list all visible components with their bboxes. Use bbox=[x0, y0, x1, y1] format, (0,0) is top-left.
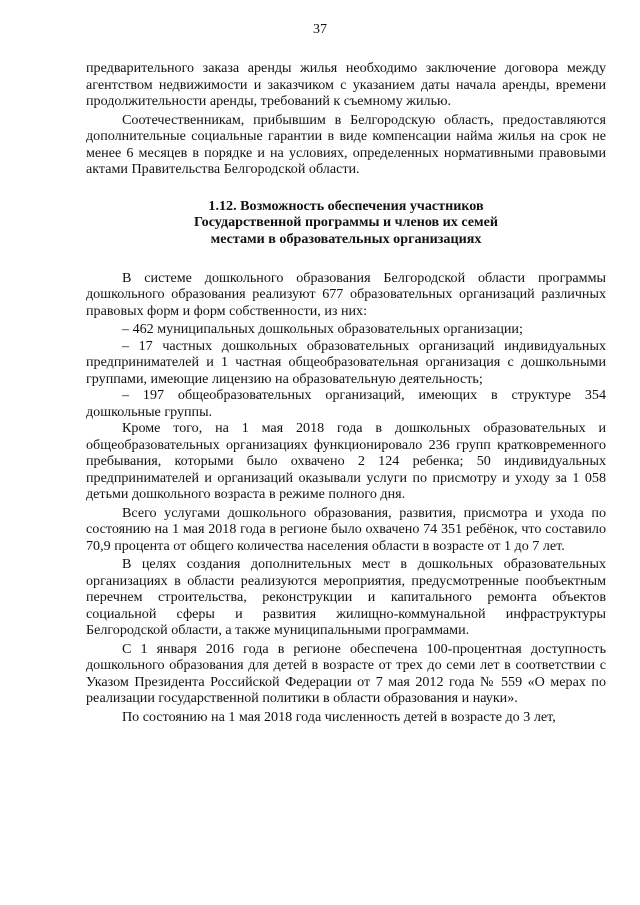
section-heading-line-2: Государственной программы и членов их семей bbox=[193, 214, 499, 231]
list-item-general-education: – 197 общеобразовательных организаций, имеющих в структуре 354 дошкольные группы. bbox=[86, 387, 606, 420]
list-item-private: – 17 частных дошкольных образовательных организаций индивидуальных предпринимателей и 1 частная общеобразовательная организация с дошкольными группами, имеющие лицензию на образовательную деятельность; bbox=[86, 337, 606, 387]
page-number: 37 bbox=[313, 22, 327, 37]
paragraph-short-stay-groups: Кроме того, на 1 мая 2018 года в дошкольных образовательных и общеобразовательных организациях функционировало 236 групп кратковременного пребывания, которыми было охвачено 2 124 ребенка; 50 индивидуальных предпринимателей и организаций оказывали услуги по присмотру и уходу за 1 058 детьми дошкольного возраста в режиме полного дня. bbox=[86, 420, 606, 503]
paragraph-accessibility: С 1 января 2016 года в регионе обеспечена 100-процентная доступность дошкольного образования для детей в возрасте от трех до семи лет в соответствии с Указом Президента Российской Федерации от 7 мая 2012 года № 559 «О мерах по реализации государственной политики в области образования и науки». bbox=[86, 640, 606, 707]
section-heading-line-3: местами в образовательных организациях bbox=[210, 231, 482, 248]
paragraph-rental-contract: предварительного заказа аренды жилья необходимо заключение договора между агентством недвижимости и заказчиком с указанием даты начала аренды, времени продолжительности аренды, требований к съемному жилью. bbox=[86, 60, 606, 109]
paragraph-social-guarantees: Соотечественникам, прибывшим в Белгородскую область, предоставляются дополнительные социальные гарантии в виде компенсации найма жилья на срок не менее 6 месяцев в порядке и на условиях, определенных нормативными правовыми актами Правительства Белгородской области. bbox=[86, 111, 606, 177]
section-heading bbox=[86, 198, 606, 248]
paragraph-coverage-total: Всего услугами дошкольного образования, развития, присмотра и ухода по состоянию на 1 мая 2018 года в регионе было охвачено 74 351 ребёнок, что составило 70,9 процента от общего количества населения области в возрасте от 1 до 7 лет. bbox=[86, 504, 606, 554]
paragraph-children-under-3: По состоянию на 1 мая 2018 года численность детей в возрасте до 3 лет, bbox=[122, 708, 556, 725]
page-body bbox=[86, 60, 606, 727]
paragraph-preschool-system: В системе дошкольного образования Белгородской области программы дошкольного образования реализуют 677 образовательных организаций различных правовых форм и форм собственности, из них: bbox=[86, 269, 606, 319]
section-heading-line-1: 1.12. Возможность обеспечения участников bbox=[208, 197, 484, 214]
list-item-municipal: – 462 муниципальных дошкольных образовательных организации; bbox=[122, 321, 523, 338]
paragraph-additional-places: В целях создания дополнительных мест в дошкольных образовательных организациях в области реализуются мероприятия, предусмотренные пообъектным перечнем строительства, реконструкции и капитального ремонта объектов социальной сферы и развития жилищно-коммунальной инфраструктуры Белгородской области, а также муниципальными программами. bbox=[86, 556, 606, 639]
